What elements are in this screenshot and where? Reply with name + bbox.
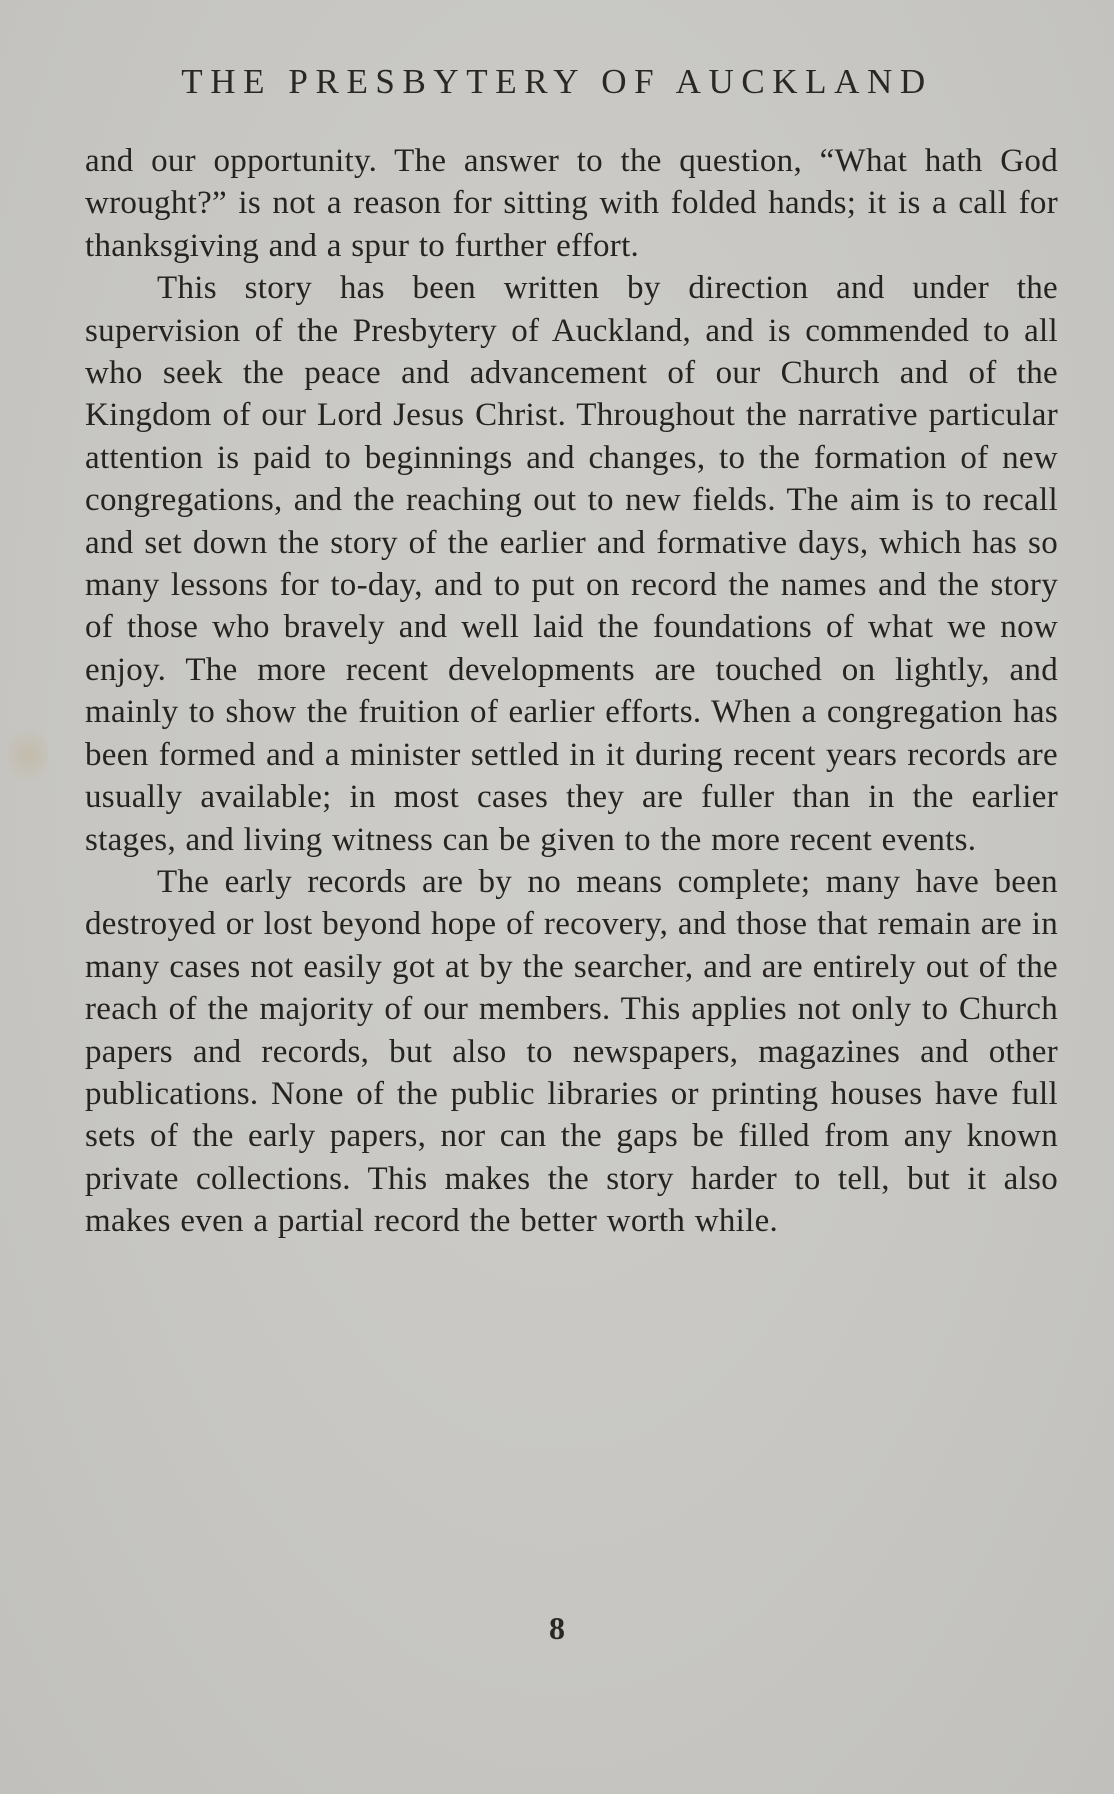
body-text bbox=[85, 140, 1058, 1243]
page-number: 8 bbox=[549, 1610, 565, 1646]
paper-stain bbox=[8, 720, 48, 790]
paragraph-purpose: This story has been written by direction and under the supervision of the Presbytery of Auckland, and is commended to all who seek the peace and advancement of our Church and of the Kingdom of our Lord Jesus Christ. Throughout the narrative particular attention is paid to beginnings and changes, to the formation of new congregations, and the reaching out to new fields. The aim is to recall and set down the story of the earlier and formative days, which has so many lessons for to-day, and to put on record the names and the story of those who bravely and well laid the foundations of what we now enjoy. The more recent developments are touched on lightly, and mainly to show the fruition of earlier efforts. When a congregation has been formed and a minister settled in it during recent years records are usually available; in most cases they are fuller than in the earlier stages, and living witness can be given to the more recent events. bbox=[85, 270, 1058, 858]
paragraph-records: The early records are by no means complete; many have been destroyed or lost beyond hope of recovery, and those that remain are in many cases not easily got at by the searcher, and are entirely out of the reach of the majority of our members. This applies not only to Church papers and records, but also to newspapers, magazines and other publications. None of the public libraries or printing houses have full sets of the early papers, nor can the gaps be filled from any known private collections. This makes the story harder to tell, but it also makes even a partial record the better worth while. bbox=[85, 863, 1058, 1240]
paragraph-continuation: and our opportunity. The answer to the question, “What hath God wrought?” is not a reason for sitting with folded hands; it is a call for thanksgiving and a spur to further effort. bbox=[85, 143, 1058, 264]
running-title: THE PRESBYTERY OF AUCKLAND bbox=[181, 62, 933, 101]
